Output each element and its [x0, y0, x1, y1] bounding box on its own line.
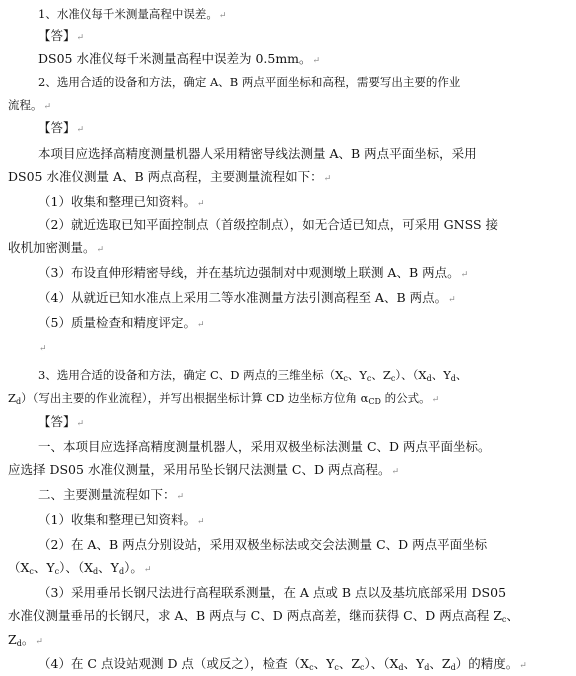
paragraph-mark-icon: ↵ — [43, 102, 52, 112]
question-2-line-1: 2、选用合适的设备和方法，确定 A、B 两点平面坐标和高程，需要写出主要的作业 — [38, 75, 461, 89]
answer-2-step-1: （1）收集和整理已知资料。↵ — [38, 194, 205, 209]
answer-3-step-2-line-2: （$X_c$、$Y_c$）、（$X_d$、$Y_d$）。↵ — [8, 560, 152, 576]
answer-3-part-1-line-1: 一、本项目应选择高精度测量机器人，采用双极坐标法测量 C、D 两点平面坐标。 — [38, 439, 491, 454]
answer-1-text: DS05 水准仪每千米测量高程中误差为 0.5mm。↵ — [38, 51, 321, 66]
answer-3-step-3-line-3: $Z_d$。↵ — [8, 632, 43, 648]
answer-3-part-2-heading: 二、主要测量流程如下：↵ — [38, 487, 185, 502]
paragraph-mark-icon: ↵ — [76, 33, 85, 43]
paragraph-mark-icon: ↵ — [448, 295, 456, 305]
answer-2-step-2-line-1: （2）就近选取已知平面控制点（首级控制点），如无合适已知点，可采用 GNSS 接 — [38, 217, 498, 232]
answer-3-step-2-line-1: （2）在 A、B 两点分别设站，采用双极坐标法或交会法测量 C、D 两点平面坐标 — [38, 537, 488, 552]
empty-paragraph — [38, 338, 47, 358]
answer-3-part-1-line-2: 应选择 DS05 水准仪测量，采用吊坠长钢尺法测量 C、D 两点高程。↵ — [8, 462, 400, 477]
paragraph-mark-icon: ↵ — [196, 199, 205, 209]
paragraph-mark-icon: ↵ — [176, 492, 185, 502]
answer-2-step-4: （4）从就近已知水准点上采用二等水准测量方法引测高程至 A、B 两点。↵ — [38, 290, 456, 305]
answer-2-paragraph-line-2: DS05 水准仪测量 A、B 两点高程，主要测量流程如下：↵ — [8, 169, 332, 184]
answer-2-step-5: （5）质量检查和精度评定。↵ — [38, 315, 205, 330]
paragraph-mark-icon: ↵ — [196, 517, 205, 527]
question-1: 1、水准仪每千米测量高程中误差。↵ — [38, 7, 227, 21]
answer-2-step-3: （3）布设直伸形精密导线，并在基坑边强制对中观测墩上联测 A、B 两点。↵ — [38, 265, 469, 280]
paragraph-mark-icon: ↵ — [391, 467, 400, 477]
paragraph-mark-icon: ↵ — [196, 320, 205, 330]
question-3-line-2: $Z_d$）（写出主要的作业流程），并写出根据坐标计算 CD 边坐标方位角 $\alpha_{CD}$ 的公式。↵ — [8, 391, 440, 406]
answer-3-step-4: （4）在 C 点设站观测 D 点（或反之），检查（$X_c$、$Y_c$、$Z_c$）、（$X_d$、$Y_d$、$Z_d$）的精度。↵ — [38, 656, 527, 672]
paragraph-mark-icon: ↵ — [323, 174, 332, 184]
answer-3-step-1: （1）收集和整理已知资料。↵ — [38, 512, 205, 527]
answer-3-step-3-line-1: （3）采用垂吊长钢尺法进行高程联系测量，在 A 点或 B 点以及基坑底部采用 DS05 — [38, 585, 507, 600]
paragraph-mark-icon: ↵ — [39, 344, 47, 354]
paragraph-mark-icon: ↵ — [431, 395, 440, 405]
paragraph-mark-icon: ↵ — [143, 565, 152, 575]
answer-2-step-2-line-2: 收机加密测量。↵ — [8, 240, 105, 255]
paragraph-mark-icon: ↵ — [76, 419, 85, 429]
answer-label: 【答】↵ — [38, 120, 85, 135]
paragraph-mark-icon: ↵ — [35, 637, 43, 647]
question-3-line-1: 3、选用合适的设备和方法，确定 C、D 两点的三维坐标（$X_c$、$Y_c$、$Z_c$）、（$X_d$、$Y_d$、 — [38, 368, 468, 383]
answer-3-step-3-line-2: 水准仪测量垂吊的长钢尺，求 A、B 两点与 C、D 两点高差，继而获得 C、D 两点高程 $Z_c$、 — [8, 608, 519, 624]
paragraph-mark-icon: ↵ — [312, 56, 321, 66]
paragraph-mark-icon: ↵ — [96, 245, 105, 255]
paragraph-mark-icon: ↵ — [76, 125, 85, 135]
paragraph-mark-icon: ↵ — [519, 661, 527, 671]
answer-label: 【答】↵ — [38, 28, 85, 43]
answer-2-paragraph-line-1: 本项目应选择高精度测量机器人采用精密导线法测量 A、B 两点平面坐标，采用 — [38, 146, 477, 161]
paragraph-mark-icon: ↵ — [460, 270, 469, 280]
answer-label: 【答】↵ — [38, 414, 85, 429]
paragraph-mark-icon: ↵ — [218, 11, 227, 21]
question-2-line-2: 流程。↵ — [8, 98, 52, 112]
